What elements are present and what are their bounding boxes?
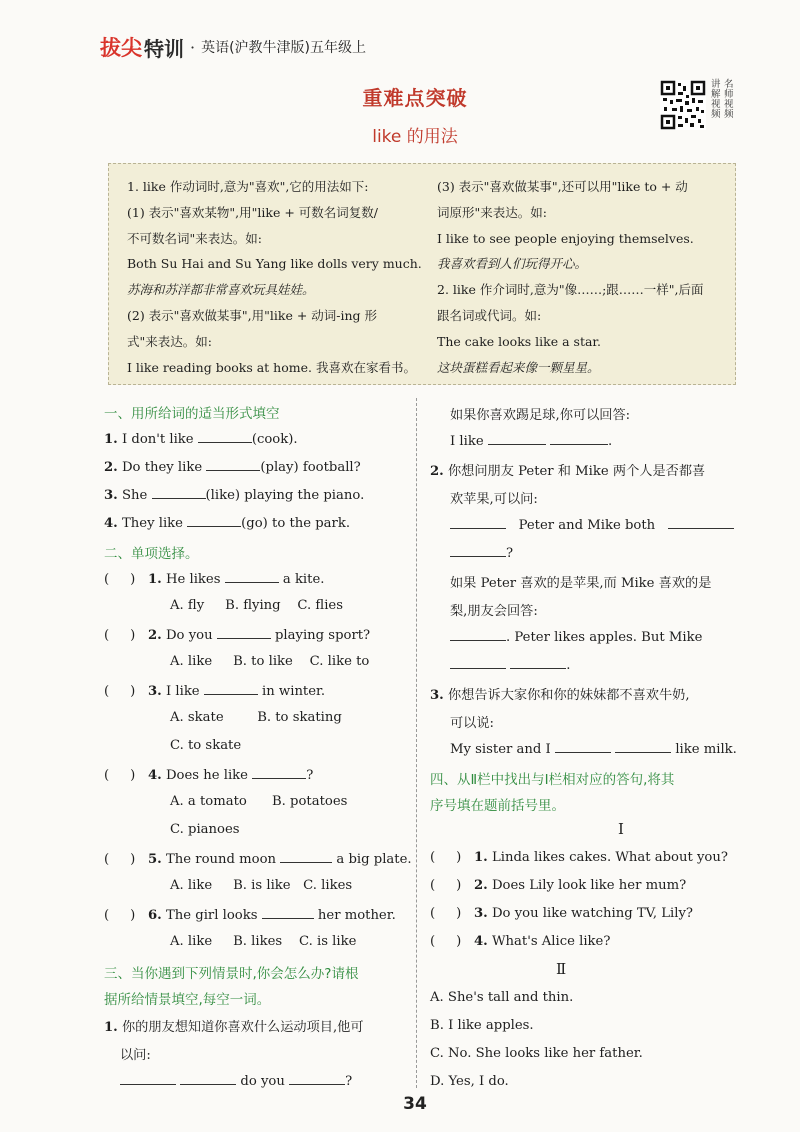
- qr-label: 讲 名 解 师 视 视 频 频: [711, 79, 734, 120]
- scenario-question-cont: 可以说:: [450, 716, 495, 731]
- match-answer: C. No. She looks like her father.: [430, 1046, 643, 1061]
- column-ii-label: Ⅱ: [556, 960, 567, 978]
- note-line: 1. like 作动词时,意为"喜欢",它的用法如下:: [127, 179, 369, 194]
- scenario-question-cont: 欢苹果,可以问:: [450, 492, 538, 507]
- match-answer: B. I like apples.: [430, 1018, 534, 1033]
- scenario-reply: 如果你喜欢踢足球,你可以回答:: [450, 408, 631, 423]
- note-line: 词原形"来表达。如:: [437, 204, 547, 220]
- answer-blank: [204, 682, 258, 695]
- note-line: (1) 表示"喜欢某物",用"like + 可数名词复数/: [127, 204, 379, 220]
- match-item: ( ) 3. Do you like watching TV, Lily?: [430, 906, 693, 921]
- note-example: I like reading books at home. 我喜欢在家看书。: [127, 359, 416, 375]
- mc-options: A. a tomato B. potatoes: [170, 794, 348, 809]
- answer-blank[interactable]: [668, 516, 734, 529]
- answer-blank[interactable]: [488, 432, 546, 445]
- mc-question: ( ) 5. The round moon a big plate.: [104, 852, 412, 867]
- note-example: The cake looks like a star.: [437, 333, 602, 349]
- mc-question: ( ) 6. The girl looks her mother.: [104, 908, 396, 923]
- brand-logo-part2: 特训: [144, 36, 184, 61]
- note-line: (3) 表示"喜欢做某事",还可以用"like to + 动: [437, 179, 688, 194]
- mc-options: C. pianoes: [170, 822, 240, 837]
- scenario-answer: I like .: [450, 434, 613, 449]
- column-i-label: Ⅰ: [618, 820, 624, 838]
- part1-heading: 一、用所给词的适当形式填空: [104, 406, 280, 422]
- answer-blank: [280, 850, 332, 863]
- scenario-question: 2. 你想问朋友 Peter 和 Mike 两个人是否都喜: [430, 464, 706, 479]
- answer-blank[interactable]: [187, 514, 241, 527]
- match-item: ( ) 1. Linda likes cakes. What about you?: [430, 850, 728, 865]
- brand-logo-part1: 拔尖: [100, 36, 142, 60]
- answer-parens[interactable]: ( ): [104, 684, 136, 699]
- mc-options: A. fly B. flying C. flies: [170, 598, 343, 613]
- fill-item: 4. They like (go) to the park.: [104, 516, 351, 531]
- answer-blank[interactable]: [180, 1072, 236, 1085]
- answer-blank: [225, 570, 279, 583]
- note-translation: 这块蛋糕看起来像一颗星星。: [437, 359, 600, 375]
- part4-heading-line1: 四、从Ⅱ栏中找出与Ⅰ栏相对应的答句,将其: [430, 772, 675, 788]
- scenario-reply-cont: 梨,朋友会回答:: [450, 604, 538, 619]
- mc-options: A. like B. is like C. likes: [170, 878, 353, 893]
- mc-question: ( ) 1. He likes a kite.: [104, 572, 325, 587]
- mc-options: A. like B. to like C. like to: [170, 654, 370, 669]
- scenario-answer-cont: .: [450, 656, 570, 673]
- answer-blank[interactable]: [450, 628, 506, 641]
- scenario-answer: do you ?: [120, 1072, 352, 1089]
- mc-question: ( ) 3. I like in winter.: [104, 684, 326, 699]
- note-translation: 苏海和苏洋都非常喜欢玩具娃娃。: [127, 282, 315, 298]
- fill-item: 3. She (like) playing the piano.: [104, 488, 365, 503]
- answer-blank: [262, 906, 314, 919]
- answer-parens[interactable]: ( ): [430, 906, 462, 921]
- grammar-note-box: [108, 163, 736, 385]
- part2-heading: 二、单项选择。: [104, 546, 199, 562]
- match-item: ( ) 2. Does Lily look like her mum?: [430, 878, 687, 893]
- answer-blank[interactable]: [615, 740, 671, 753]
- answer-blank[interactable]: [206, 458, 260, 471]
- section-title: 重难点突破: [362, 86, 468, 110]
- part3-heading-line1: 三、当你遇到下列情景时,你会怎么办?请根: [104, 966, 359, 982]
- answer-parens[interactable]: ( ): [104, 628, 136, 643]
- answer-blank[interactable]: [289, 1072, 345, 1085]
- note-line: 2. like 作介词时,意为"像……;跟……一样",后面: [437, 282, 704, 298]
- mc-options: C. to skate: [170, 738, 242, 753]
- page-header: [100, 32, 366, 62]
- scenario-question: 3. 你想告诉大家你和你的妹妹都不喜欢牛奶,: [430, 688, 690, 703]
- page-number: 34: [403, 1094, 427, 1114]
- note-line: 不可数名词"来表达。如:: [127, 230, 262, 246]
- mc-options: A. skate B. to skating: [170, 710, 342, 725]
- section-subtitle: like 的用法: [372, 127, 458, 147]
- scenario-reply: 如果 Peter 喜欢的是苹果,而 Mike 喜欢的是: [450, 576, 712, 591]
- scenario-answer-cont: ?: [450, 544, 513, 561]
- fill-item: 1. I don't like (cook).: [104, 432, 298, 447]
- answer-blank[interactable]: [510, 656, 566, 669]
- part3-heading-line2: 据所给情景填空,每空一词。: [104, 992, 271, 1008]
- header-separator: ·: [190, 37, 196, 57]
- answer-blank[interactable]: [450, 516, 506, 529]
- note-line: 跟名词或代词。如:: [437, 307, 542, 323]
- answer-parens[interactable]: ( ): [430, 934, 462, 949]
- scenario-answer: . Peter likes apples. But Mike: [450, 628, 702, 645]
- answer-blank[interactable]: [152, 486, 206, 499]
- note-example: Both Su Hai and Su Yang like dolls very much.: [127, 256, 422, 272]
- match-item: ( ) 4. What's Alice like?: [430, 934, 611, 949]
- fill-item: 2. Do they like (play) football?: [104, 460, 361, 475]
- grammar-note-right: [437, 174, 729, 380]
- qr-code-icon[interactable]: [660, 80, 706, 130]
- answer-blank[interactable]: [450, 544, 506, 557]
- scenario-answer: Peter and Mike both: [450, 516, 734, 533]
- answer-blank[interactable]: [198, 430, 252, 443]
- match-answer: D. Yes, I do.: [430, 1074, 509, 1089]
- note-line: (2) 表示"喜欢做某事",用"like + 动词-ing 形: [127, 307, 378, 323]
- answer-parens[interactable]: ( ): [430, 878, 462, 893]
- answer-parens[interactable]: ( ): [104, 852, 136, 867]
- scenario-answer: My sister and I like milk.: [450, 742, 737, 757]
- note-line: 式"来表达。如:: [127, 333, 212, 349]
- scenario-question-cont: 以问:: [120, 1048, 151, 1063]
- match-answer: A. She's tall and thin.: [430, 990, 574, 1005]
- part4-heading-line2: 序号填在题前括号里。: [430, 798, 565, 814]
- answer-parens[interactable]: ( ): [430, 850, 462, 865]
- answer-blank[interactable]: [550, 432, 608, 445]
- note-example: I like to see people enjoying themselves.: [437, 230, 694, 246]
- answer-blank: [252, 766, 306, 779]
- note-translation: 我喜欢看到人们玩得开心。: [437, 256, 588, 272]
- answer-parens[interactable]: ( ): [104, 572, 136, 587]
- column-divider: [416, 398, 417, 1088]
- book-subtitle: 英语(沪教牛津版)五年级上: [201, 40, 367, 56]
- answer-parens[interactable]: ( ): [104, 908, 136, 923]
- answer-blank[interactable]: [120, 1072, 176, 1085]
- mc-options: A. like B. likes C. is like: [170, 934, 357, 949]
- scenario-question: 1. 你的朋友想知道你喜欢什么运动项目,他可: [104, 1020, 364, 1035]
- answer-blank: [217, 626, 271, 639]
- grammar-note-left: [127, 174, 427, 380]
- mc-question: ( ) 2. Do you playing sport?: [104, 628, 371, 643]
- mc-question: ( ) 4. Does he like ?: [104, 768, 314, 783]
- answer-blank[interactable]: [450, 656, 506, 669]
- answer-parens[interactable]: ( ): [104, 768, 136, 783]
- answer-blank[interactable]: [555, 740, 611, 753]
